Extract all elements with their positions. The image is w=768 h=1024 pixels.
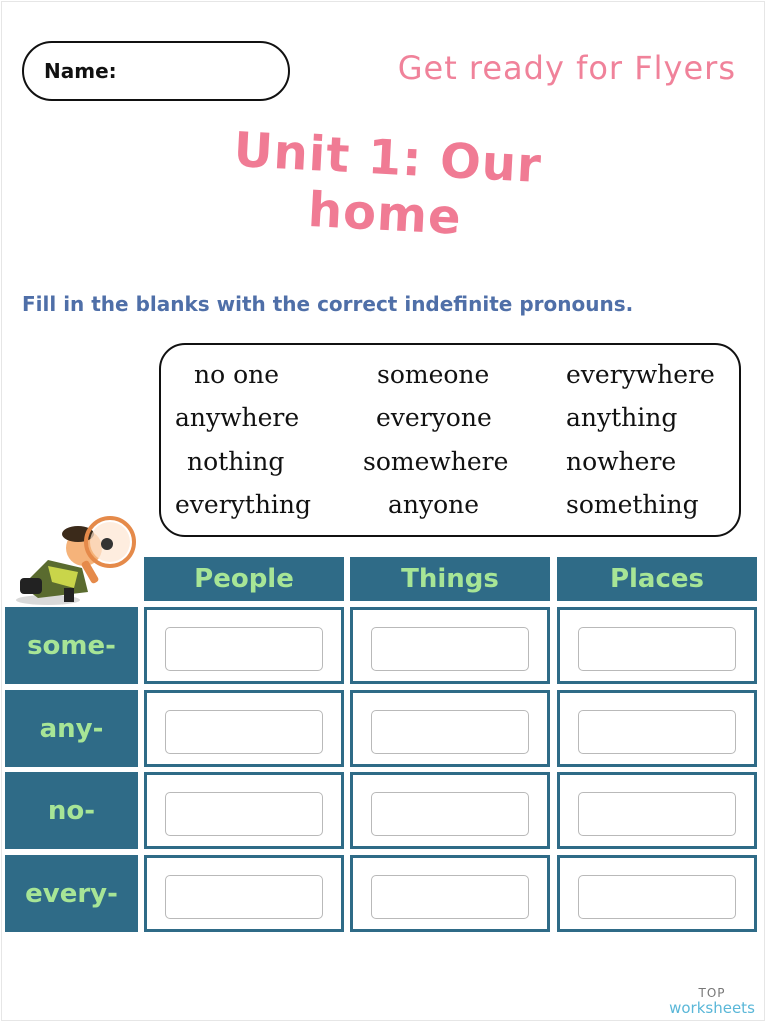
logo-bottom-text: worksheets bbox=[669, 999, 755, 1017]
word-bank-item: anyone bbox=[388, 490, 480, 519]
answer-cell bbox=[350, 607, 550, 684]
answer-cell bbox=[144, 772, 344, 849]
answer-input-some-things[interactable] bbox=[371, 627, 529, 671]
answer-input-every-places[interactable] bbox=[578, 875, 736, 919]
word-bank-item: nowhere bbox=[566, 447, 677, 476]
answer-cell bbox=[350, 772, 550, 849]
subtitle: Get ready for Flyers bbox=[397, 49, 736, 87]
answer-input-any-things[interactable] bbox=[371, 710, 529, 754]
word-bank-item: everything bbox=[175, 490, 312, 519]
word-bank-item: anywhere bbox=[175, 403, 300, 432]
instruction-text: Fill in the blanks with the correct indefinite pronouns. bbox=[22, 292, 634, 316]
word-bank bbox=[159, 343, 741, 537]
answer-cell bbox=[557, 855, 757, 932]
answer-input-every-people[interactable] bbox=[165, 875, 323, 919]
word-bank-item: somewhere bbox=[363, 447, 509, 476]
topworksheets-logo bbox=[664, 986, 760, 1016]
name-field-box bbox=[22, 41, 290, 101]
answer-input-some-places[interactable] bbox=[578, 627, 736, 671]
column-header-people: People bbox=[144, 557, 344, 601]
word-bank-item: everyone bbox=[376, 403, 492, 432]
answer-input-every-things[interactable] bbox=[371, 875, 529, 919]
answer-cell bbox=[144, 855, 344, 932]
answer-input-no-places[interactable] bbox=[578, 792, 736, 836]
name-label: Name: bbox=[44, 59, 117, 83]
word-bank-item: nothing bbox=[187, 447, 285, 476]
answer-cell bbox=[557, 607, 757, 684]
answer-cell bbox=[350, 690, 550, 767]
answer-cell bbox=[144, 607, 344, 684]
answer-input-any-places[interactable] bbox=[578, 710, 736, 754]
answer-cell bbox=[557, 772, 757, 849]
page-title: Unit 1: Our home bbox=[232, 121, 544, 246]
answer-cell bbox=[144, 690, 344, 767]
word-bank-item: someone bbox=[377, 360, 490, 389]
detective-with-magnifying-glass-icon bbox=[8, 508, 140, 608]
column-header-places: Places bbox=[557, 557, 757, 601]
answer-cell bbox=[350, 855, 550, 932]
row-label-no: no- bbox=[5, 772, 138, 849]
answer-input-some-people[interactable] bbox=[165, 627, 323, 671]
logo-top-text: TOP bbox=[698, 986, 726, 1000]
row-label-some: some- bbox=[5, 607, 138, 684]
answer-input-any-people[interactable] bbox=[165, 710, 323, 754]
row-label-any: any- bbox=[5, 690, 138, 767]
word-bank-item: no one bbox=[194, 360, 280, 389]
answer-input-no-things[interactable] bbox=[371, 792, 529, 836]
name-input[interactable] bbox=[120, 57, 284, 87]
word-bank-item: everywhere bbox=[566, 360, 715, 389]
column-header-things: Things bbox=[350, 557, 550, 601]
answer-input-no-people[interactable] bbox=[165, 792, 323, 836]
answer-cell bbox=[557, 690, 757, 767]
word-bank-item: anything bbox=[566, 403, 678, 432]
row-label-every: every- bbox=[5, 855, 138, 932]
word-bank-item: something bbox=[566, 490, 699, 519]
